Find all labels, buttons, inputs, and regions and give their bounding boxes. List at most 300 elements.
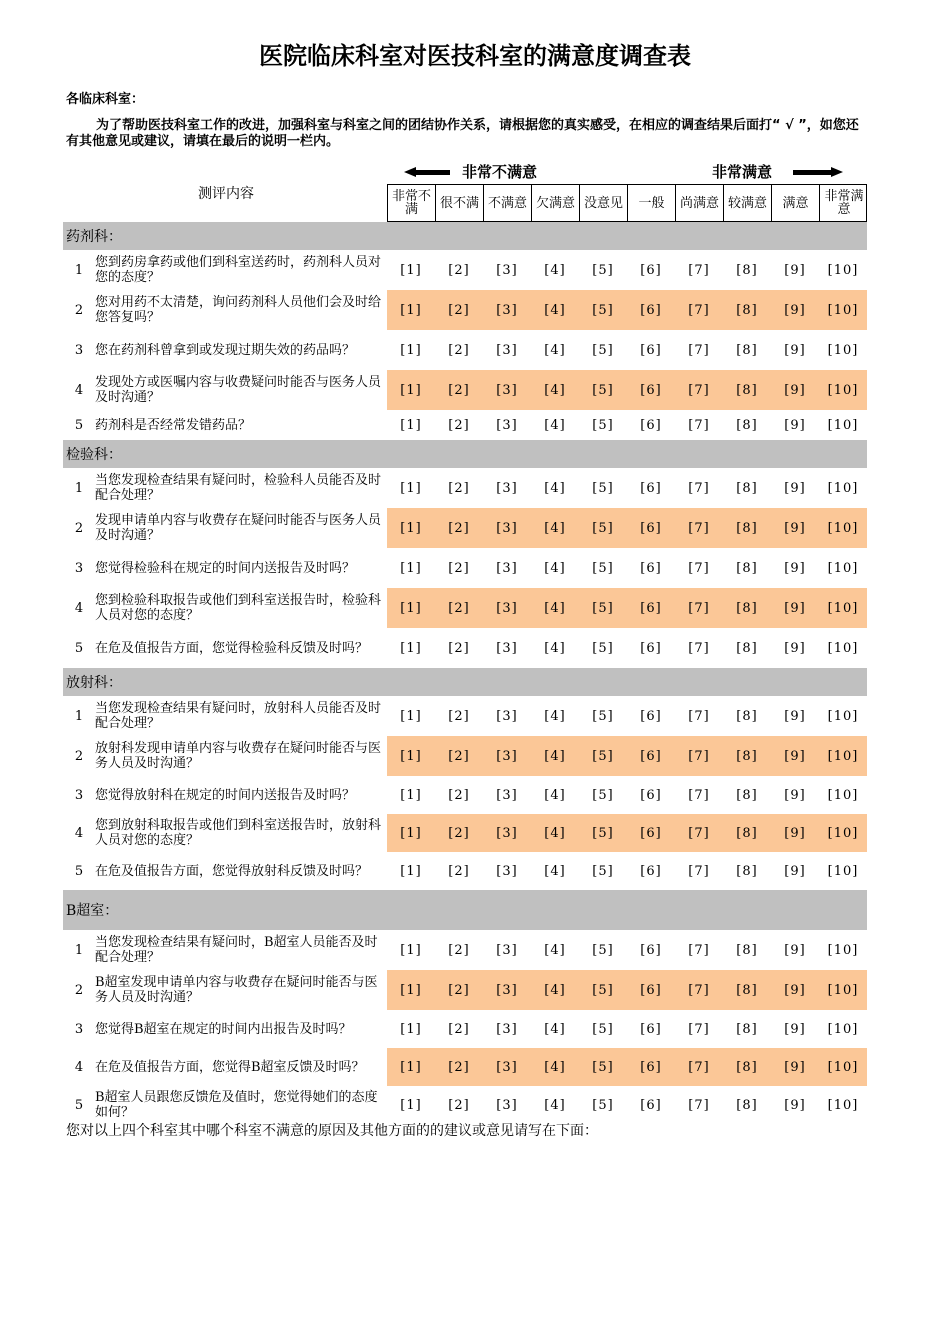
- rating-option[interactable]: [8]: [736, 1021, 758, 1037]
- rating-option[interactable]: [9]: [784, 417, 806, 433]
- rating-option[interactable]: [8]: [736, 942, 758, 958]
- rating-option[interactable]: [5]: [592, 708, 614, 724]
- rating-option[interactable]: [6]: [640, 1097, 662, 1113]
- rating-option[interactable]: [1]: [400, 417, 422, 433]
- footer-prompt: 您对以上四个科室其中哪个科室不满意的原因及其他方面的的建议或意见请写在下面：: [66, 1123, 598, 1139]
- question-row: [63, 1010, 867, 1048]
- rating-option[interactable]: [2]: [448, 825, 470, 841]
- rating-option[interactable]: [3]: [496, 262, 518, 278]
- rating-option[interactable]: [1]: [400, 382, 422, 398]
- rating-option[interactable]: [1]: [400, 748, 422, 764]
- rating-option[interactable]: [1]: [400, 1059, 422, 1075]
- rating-option[interactable]: [5]: [592, 640, 614, 656]
- scale-header-cell: 非常满意: [824, 189, 864, 217]
- rating-option[interactable]: [8]: [736, 302, 758, 318]
- section-header: 药剂科：: [63, 222, 867, 250]
- rating-option[interactable]: [5]: [592, 787, 614, 803]
- survey-table: [63, 222, 867, 1124]
- rating-option[interactable]: [9]: [784, 1021, 806, 1037]
- rating-options: [387, 588, 867, 628]
- section-header: B超室：: [63, 890, 867, 930]
- rating-option[interactable]: [10]: [827, 1059, 859, 1075]
- scale-right-label: 非常满意: [712, 163, 773, 181]
- rating-option[interactable]: [8]: [736, 708, 758, 724]
- rating-option[interactable]: [9]: [784, 1059, 806, 1075]
- question-text: 发现申请单内容与收费存在疑问时能否与医务人员及时沟通？: [95, 513, 382, 543]
- rating-options: [387, 330, 867, 370]
- rating-option[interactable]: [8]: [736, 342, 758, 358]
- rating-options: [387, 410, 867, 440]
- rating-option[interactable]: [7]: [688, 262, 710, 278]
- question-number: 1: [74, 708, 84, 724]
- rating-option[interactable]: [10]: [827, 748, 859, 764]
- rating-option[interactable]: [5]: [592, 1059, 614, 1075]
- rating-option[interactable]: [10]: [827, 708, 859, 724]
- rating-option[interactable]: [10]: [827, 1021, 859, 1037]
- rating-option[interactable]: [3]: [496, 1021, 518, 1037]
- rating-option[interactable]: [3]: [496, 942, 518, 958]
- rating-options: [387, 290, 867, 330]
- question-row: [63, 696, 867, 736]
- rating-option[interactable]: [8]: [736, 480, 758, 496]
- rating-option[interactable]: [6]: [640, 417, 662, 433]
- rating-option[interactable]: [2]: [448, 1021, 470, 1037]
- rating-option[interactable]: [6]: [640, 480, 662, 496]
- rating-option[interactable]: [2]: [448, 520, 470, 536]
- rating-options: [387, 736, 867, 776]
- rating-option[interactable]: [10]: [827, 600, 859, 616]
- question-row: [63, 250, 867, 290]
- question-text: 在危及值报告方面，您觉得放射科反馈及时吗？: [95, 863, 369, 879]
- rating-option[interactable]: [6]: [640, 600, 662, 616]
- question-number: 4: [74, 600, 84, 616]
- question-number: 4: [74, 382, 84, 398]
- rating-option[interactable]: [9]: [784, 302, 806, 318]
- rating-option[interactable]: [10]: [827, 825, 859, 841]
- rating-option[interactable]: [3]: [496, 480, 518, 496]
- question-number: 5: [74, 640, 84, 656]
- rating-option[interactable]: [7]: [688, 825, 710, 841]
- rating-option[interactable]: [8]: [736, 262, 758, 278]
- rating-option[interactable]: [2]: [448, 942, 470, 958]
- question-text: 当您发现检查结果有疑问时，检验科人员能否及时配合处理？: [95, 473, 382, 503]
- rating-option[interactable]: [7]: [688, 520, 710, 536]
- rating-option[interactable]: [7]: [688, 342, 710, 358]
- rating-options: [387, 814, 867, 852]
- rating-option[interactable]: [1]: [400, 825, 422, 841]
- rating-option[interactable]: [9]: [784, 708, 806, 724]
- rating-options: [387, 930, 867, 970]
- rating-option[interactable]: [2]: [448, 382, 470, 398]
- question-text: 您在药剂科曾拿到或发现过期失效的药品吗？: [95, 342, 356, 358]
- question-row: [63, 548, 867, 588]
- rating-option[interactable]: [5]: [592, 302, 614, 318]
- rating-option[interactable]: [5]: [592, 982, 614, 998]
- rating-option[interactable]: [10]: [827, 342, 859, 358]
- rating-option[interactable]: [10]: [827, 863, 859, 879]
- rating-option[interactable]: [4]: [544, 1097, 566, 1113]
- rating-option[interactable]: [4]: [544, 417, 566, 433]
- rating-option[interactable]: [2]: [448, 417, 470, 433]
- rating-option[interactable]: [9]: [784, 600, 806, 616]
- rating-option[interactable]: [6]: [640, 382, 662, 398]
- rating-option[interactable]: [8]: [736, 748, 758, 764]
- rating-options: [387, 508, 867, 548]
- question-row: [63, 1086, 867, 1124]
- rating-option[interactable]: [9]: [784, 863, 806, 879]
- rating-option[interactable]: [1]: [400, 1021, 422, 1037]
- rating-option[interactable]: [1]: [400, 1097, 422, 1113]
- rating-option[interactable]: [1]: [400, 480, 422, 496]
- rating-option[interactable]: [4]: [544, 342, 566, 358]
- rating-option[interactable]: [9]: [784, 382, 806, 398]
- rating-option[interactable]: [4]: [544, 382, 566, 398]
- rating-option[interactable]: [9]: [784, 560, 806, 576]
- rating-option[interactable]: [6]: [640, 342, 662, 358]
- greeting: 各临床科室：: [66, 92, 145, 107]
- rating-options: [387, 776, 867, 814]
- rating-option[interactable]: [2]: [448, 1097, 470, 1113]
- question-text: 在危及值报告方面，您觉得检验科反馈及时吗？: [95, 640, 369, 656]
- rating-option[interactable]: [8]: [736, 1059, 758, 1075]
- rating-option[interactable]: [10]: [827, 1097, 859, 1113]
- rating-option[interactable]: [2]: [448, 560, 470, 576]
- section-header: 检验科：: [63, 440, 867, 468]
- rating-option[interactable]: [7]: [688, 942, 710, 958]
- rating-option[interactable]: [10]: [827, 787, 859, 803]
- question-text: 在危及值报告方面，您觉得B超室反馈及时吗？: [95, 1059, 365, 1075]
- rating-option[interactable]: [9]: [784, 520, 806, 536]
- rating-option[interactable]: [8]: [736, 982, 758, 998]
- rating-option[interactable]: [8]: [736, 640, 758, 656]
- rating-option[interactable]: [9]: [784, 982, 806, 998]
- question-number: 5: [74, 863, 84, 879]
- rating-option[interactable]: [1]: [400, 560, 422, 576]
- rating-options: [387, 852, 867, 890]
- rating-option[interactable]: [6]: [640, 708, 662, 724]
- rating-option[interactable]: [7]: [688, 640, 710, 656]
- question-number: 2: [74, 302, 84, 318]
- rating-option[interactable]: [8]: [736, 787, 758, 803]
- rating-option[interactable]: [6]: [640, 1059, 662, 1075]
- rating-option[interactable]: [5]: [592, 942, 614, 958]
- question-text: 您到检验科取报告或他们到科室送报告时，检验科人员对您的态度？: [95, 593, 382, 623]
- rating-option[interactable]: [6]: [640, 302, 662, 318]
- rating-option[interactable]: [2]: [448, 302, 470, 318]
- rating-option[interactable]: [3]: [496, 417, 518, 433]
- rating-option[interactable]: [4]: [544, 640, 566, 656]
- rating-option[interactable]: [6]: [640, 748, 662, 764]
- rating-option[interactable]: [1]: [400, 342, 422, 358]
- scale-header-cell: 尚满意: [676, 185, 724, 221]
- question-text: 您到药房拿药或他们到科室送药时，药剂科人员对您的态度？: [95, 255, 382, 285]
- rating-option[interactable]: [3]: [496, 342, 518, 358]
- rating-option[interactable]: [10]: [827, 640, 859, 656]
- rating-option[interactable]: [5]: [592, 560, 614, 576]
- rating-option[interactable]: [4]: [544, 1059, 566, 1075]
- rating-option[interactable]: [5]: [592, 520, 614, 536]
- scale-header-cell: 一般: [628, 185, 676, 221]
- rating-option[interactable]: [1]: [400, 708, 422, 724]
- question-row: [63, 290, 867, 330]
- rating-option[interactable]: [5]: [592, 1021, 614, 1037]
- rating-option[interactable]: [3]: [496, 1097, 518, 1113]
- rating-option[interactable]: [1]: [400, 982, 422, 998]
- rating-option[interactable]: [6]: [640, 262, 662, 278]
- rating-option[interactable]: [3]: [496, 708, 518, 724]
- question-text: B超室发现申请单内容与收费存在疑问时能否与医务人员及时沟通？: [95, 975, 378, 1005]
- rating-option[interactable]: [7]: [688, 560, 710, 576]
- rating-option[interactable]: [3]: [496, 1059, 518, 1075]
- rating-option[interactable]: [2]: [448, 1059, 470, 1075]
- rating-option[interactable]: [9]: [784, 825, 806, 841]
- rating-option[interactable]: [7]: [688, 748, 710, 764]
- rating-option[interactable]: [3]: [496, 825, 518, 841]
- rating-option[interactable]: [7]: [688, 417, 710, 433]
- rating-option[interactable]: [6]: [640, 560, 662, 576]
- question-number: 3: [74, 560, 84, 576]
- rating-option[interactable]: [1]: [400, 600, 422, 616]
- rating-options: [387, 370, 867, 410]
- rating-option[interactable]: [1]: [400, 863, 422, 879]
- section-header: 放射科：: [63, 668, 867, 696]
- question-number: 4: [74, 825, 84, 841]
- question-number: 3: [74, 1021, 84, 1037]
- question-row: [63, 330, 867, 370]
- rating-option[interactable]: [4]: [544, 262, 566, 278]
- rating-option[interactable]: [7]: [688, 600, 710, 616]
- question-row: [63, 814, 867, 852]
- question-row: [63, 852, 867, 890]
- rating-option[interactable]: [1]: [400, 520, 422, 536]
- rating-option[interactable]: [9]: [784, 748, 806, 764]
- rating-option[interactable]: [5]: [592, 262, 614, 278]
- rating-option[interactable]: [7]: [688, 1097, 710, 1113]
- rating-option[interactable]: [4]: [544, 1021, 566, 1037]
- rating-option[interactable]: [6]: [640, 787, 662, 803]
- rating-option[interactable]: [7]: [688, 382, 710, 398]
- content-header: 测评内容: [198, 186, 254, 202]
- question-row: [63, 628, 867, 668]
- rating-option[interactable]: [2]: [448, 262, 470, 278]
- rating-option[interactable]: [5]: [592, 382, 614, 398]
- rating-option[interactable]: [4]: [544, 600, 566, 616]
- rating-option[interactable]: [9]: [784, 942, 806, 958]
- question-text: B超室人员跟您反馈危及值时，您觉得她们的态度如何？: [95, 1090, 378, 1120]
- question-number: 1: [74, 262, 84, 278]
- rating-option[interactable]: [4]: [544, 560, 566, 576]
- right-arrow-icon: [793, 167, 843, 177]
- rating-option[interactable]: [1]: [400, 640, 422, 656]
- scale-header-row: [387, 184, 867, 222]
- rating-option[interactable]: [9]: [784, 1097, 806, 1113]
- rating-option[interactable]: [7]: [688, 982, 710, 998]
- rating-option[interactable]: [10]: [827, 262, 859, 278]
- rating-option[interactable]: [8]: [736, 825, 758, 841]
- question-text: 放射科发现申请单内容与收费存在疑问时能否与医务人员及时沟通？: [95, 741, 382, 771]
- rating-option[interactable]: [10]: [827, 520, 859, 536]
- rating-option[interactable]: [5]: [592, 1097, 614, 1113]
- rating-option[interactable]: [3]: [496, 600, 518, 616]
- rating-option[interactable]: [4]: [544, 708, 566, 724]
- rating-option[interactable]: [5]: [592, 417, 614, 433]
- question-number: 1: [74, 942, 84, 958]
- left-arrow-icon: [404, 167, 450, 177]
- rating-option[interactable]: [7]: [688, 787, 710, 803]
- question-text: 发现处方或医嘱内容与收费疑问时能否与医务人员及时沟通？: [95, 375, 382, 405]
- question-number: 3: [74, 787, 84, 803]
- question-number: 1: [74, 480, 84, 496]
- rating-option[interactable]: [4]: [544, 748, 566, 764]
- rating-option[interactable]: [8]: [736, 1097, 758, 1113]
- rating-option[interactable]: [5]: [592, 480, 614, 496]
- question-text: 您觉得B超室在规定的时间内出报告及时吗？: [95, 1021, 352, 1037]
- rating-option[interactable]: [4]: [544, 863, 566, 879]
- question-row: [63, 1048, 867, 1086]
- rating-option[interactable]: [5]: [592, 600, 614, 616]
- rating-option[interactable]: [4]: [544, 787, 566, 803]
- rating-option[interactable]: [10]: [827, 302, 859, 318]
- rating-option[interactable]: [7]: [688, 708, 710, 724]
- rating-option[interactable]: [3]: [496, 982, 518, 998]
- rating-option[interactable]: [2]: [448, 708, 470, 724]
- rating-option[interactable]: [10]: [827, 382, 859, 398]
- rating-option[interactable]: [3]: [496, 787, 518, 803]
- rating-option[interactable]: [4]: [544, 982, 566, 998]
- question-row: [63, 508, 867, 548]
- question-number: 4: [74, 1059, 84, 1075]
- question-number: 2: [74, 748, 84, 764]
- rating-option[interactable]: [9]: [784, 787, 806, 803]
- rating-option[interactable]: [6]: [640, 1021, 662, 1037]
- question-row: [63, 736, 867, 776]
- rating-option[interactable]: [2]: [448, 787, 470, 803]
- rating-option[interactable]: [10]: [827, 942, 859, 958]
- rating-option[interactable]: [10]: [827, 417, 859, 433]
- rating-option[interactable]: [10]: [827, 560, 859, 576]
- scale-header-cell: 不满意: [484, 185, 532, 221]
- rating-option[interactable]: [9]: [784, 342, 806, 358]
- rating-option[interactable]: [2]: [448, 480, 470, 496]
- rating-option[interactable]: [8]: [736, 600, 758, 616]
- question-number: 2: [74, 520, 84, 536]
- rating-option[interactable]: [6]: [640, 942, 662, 958]
- rating-option[interactable]: [1]: [400, 262, 422, 278]
- question-number: 5: [74, 417, 84, 433]
- rating-option[interactable]: [2]: [448, 748, 470, 764]
- rating-options: [387, 250, 867, 290]
- scale-header-cell: 很不满: [436, 185, 484, 221]
- rating-options: [387, 970, 867, 1010]
- intro-text: 为了帮助医技科室工作的改进，加强科室与科室之间的团结协作关系，请根据您的真实感受，在相应的调查结果后面打“ √ ”，如您还有其他意见或建议，请填在最后的说明一栏内。: [66, 118, 859, 149]
- question-row: [63, 370, 867, 410]
- rating-option[interactable]: [2]: [448, 640, 470, 656]
- scale-header-cell: 非常不满: [388, 185, 436, 221]
- rating-options: [387, 548, 867, 588]
- rating-option[interactable]: [3]: [496, 748, 518, 764]
- rating-option[interactable]: [4]: [544, 480, 566, 496]
- rating-option[interactable]: [6]: [640, 520, 662, 536]
- rating-option[interactable]: [7]: [688, 1021, 710, 1037]
- rating-option[interactable]: [8]: [736, 520, 758, 536]
- rating-option[interactable]: [8]: [736, 560, 758, 576]
- question-row: [63, 776, 867, 814]
- rating-option[interactable]: [6]: [640, 863, 662, 879]
- rating-option[interactable]: [3]: [496, 863, 518, 879]
- question-text: 当您发现检查结果有疑问时，B超室人员能否及时配合处理？: [95, 935, 378, 965]
- rating-option[interactable]: [5]: [592, 342, 614, 358]
- question-text: 您对用药不太清楚，询问药剂科人员他们会及时给您答复吗？: [95, 295, 382, 325]
- rating-option[interactable]: [6]: [640, 982, 662, 998]
- rating-option[interactable]: [10]: [827, 480, 859, 496]
- rating-option[interactable]: [2]: [448, 600, 470, 616]
- rating-option[interactable]: [2]: [448, 863, 470, 879]
- rating-option[interactable]: [7]: [688, 863, 710, 879]
- rating-options: [387, 1010, 867, 1048]
- scale-header-cell: 满意: [772, 185, 820, 221]
- rating-option[interactable]: [3]: [496, 302, 518, 318]
- question-text: 药剂科是否经常发错药品？: [95, 417, 252, 433]
- rating-option[interactable]: [9]: [784, 640, 806, 656]
- rating-option[interactable]: [5]: [592, 825, 614, 841]
- page-title: 医院临床科室对医技科室的满意度调查表: [259, 42, 691, 70]
- rating-option[interactable]: [1]: [400, 302, 422, 318]
- question-text: 您觉得检验科在规定的时间内送报告及时吗？: [95, 560, 356, 576]
- rating-option[interactable]: [5]: [592, 863, 614, 879]
- rating-option[interactable]: [2]: [448, 342, 470, 358]
- rating-options: [387, 696, 867, 736]
- rating-option[interactable]: [1]: [400, 787, 422, 803]
- rating-option[interactable]: [4]: [544, 520, 566, 536]
- rating-option[interactable]: [7]: [688, 1059, 710, 1075]
- rating-option[interactable]: [7]: [688, 480, 710, 496]
- rating-option[interactable]: [5]: [592, 748, 614, 764]
- rating-option[interactable]: [9]: [784, 262, 806, 278]
- question-row: [63, 468, 867, 508]
- rating-option[interactable]: [8]: [736, 417, 758, 433]
- rating-option[interactable]: [7]: [688, 302, 710, 318]
- scale-header-cell: 较满意: [724, 185, 772, 221]
- scale-left-label: 非常不满意: [462, 163, 538, 181]
- rating-option[interactable]: [9]: [784, 480, 806, 496]
- rating-option[interactable]: [4]: [544, 302, 566, 318]
- question-number: 5: [74, 1097, 84, 1113]
- question-row: [63, 970, 867, 1010]
- rating-option[interactable]: [1]: [400, 942, 422, 958]
- question-text: 当您发现检查结果有疑问时，放射科人员能否及时配合处理？: [95, 701, 382, 731]
- rating-option[interactable]: [3]: [496, 560, 518, 576]
- rating-option[interactable]: [8]: [736, 382, 758, 398]
- rating-option[interactable]: [6]: [640, 640, 662, 656]
- question-row: [63, 588, 867, 628]
- question-row: [63, 930, 867, 970]
- scale-header-cell: 没意见: [580, 185, 628, 221]
- rating-option[interactable]: [4]: [544, 825, 566, 841]
- rating-options: [387, 1048, 867, 1086]
- rating-option[interactable]: [3]: [496, 520, 518, 536]
- rating-option[interactable]: [6]: [640, 825, 662, 841]
- question-row: [63, 410, 867, 440]
- scale-header-cell: 欠满意: [532, 185, 580, 221]
- rating-option[interactable]: [10]: [827, 982, 859, 998]
- rating-option[interactable]: [4]: [544, 942, 566, 958]
- rating-option[interactable]: [3]: [496, 640, 518, 656]
- rating-options: [387, 628, 867, 668]
- rating-option[interactable]: [3]: [496, 382, 518, 398]
- rating-option[interactable]: [2]: [448, 982, 470, 998]
- rating-option[interactable]: [8]: [736, 863, 758, 879]
- question-number: 2: [74, 982, 84, 998]
